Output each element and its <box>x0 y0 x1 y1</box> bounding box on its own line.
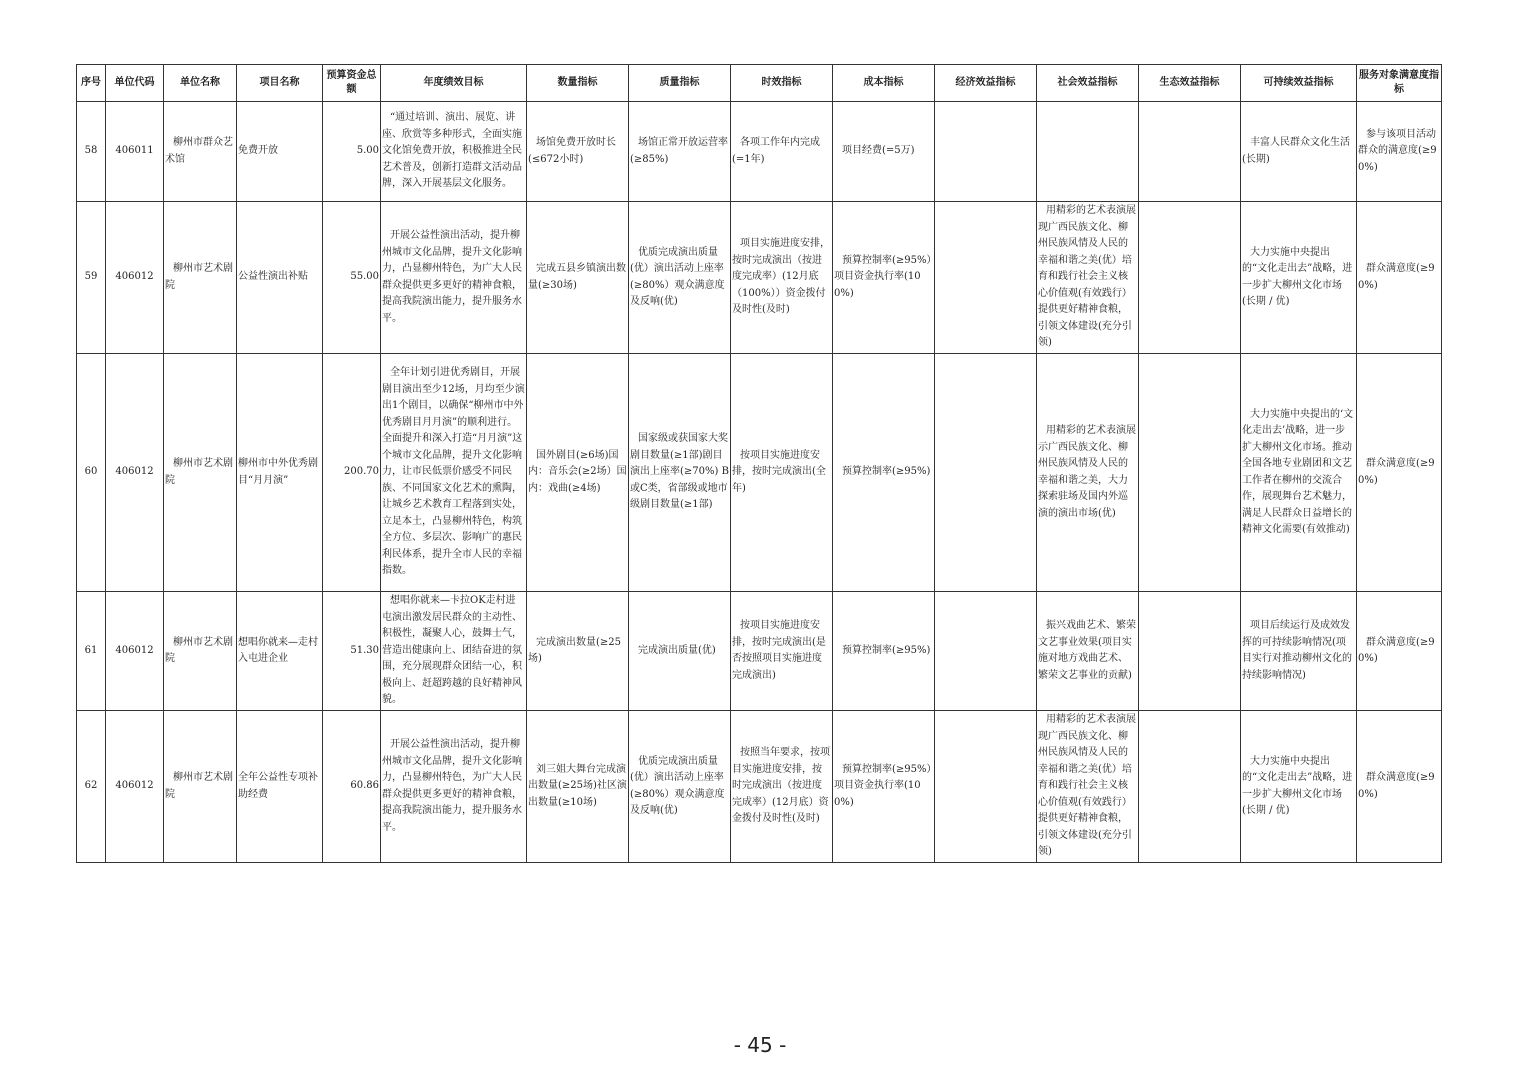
cell-social <box>1037 102 1139 202</box>
header-unit: 单位名称 <box>164 65 237 102</box>
cell-seq: 59 <box>77 202 106 354</box>
header-project: 项目名称 <box>237 65 323 102</box>
page-number: - 45 - <box>733 1033 787 1057</box>
cell-economic <box>935 354 1037 592</box>
header-seq: 序号 <box>77 65 106 102</box>
cell-economic <box>935 102 1037 202</box>
table-row <box>77 592 1442 711</box>
cell-budget: 5.00 <box>323 102 381 202</box>
cell-project: 免费开放 <box>237 102 323 202</box>
cell-quality: 优质完成演出质量(优）演出活动上座率(≥80%）观众满意度及反响(优) <box>629 711 731 863</box>
cell-timeliness: 按照当年要求，按项目实施进度安排，按时完成演出（按进度完成率）(12月底）资金拨付及时性(及时) <box>731 711 833 863</box>
cell-budget: 51.30 <box>323 592 381 711</box>
cell-seq: 61 <box>77 592 106 711</box>
cell-seq: 62 <box>77 711 106 863</box>
cell-satisfaction: 群众满意度(≥90%) <box>1357 592 1442 711</box>
cell-quantity: 国外剧目(≥6场)国内：音乐会(≥2场）国内：戏曲(≥4场) <box>527 354 629 592</box>
cell-sustainable: 丰富人民群众文化生活(长期) <box>1241 102 1357 202</box>
cell-goal: 全年计划引进优秀剧目，开展剧目演出至少12场，月均至少演出1个剧目，以确保“柳州市中外优秀剧目月月演”的顺利进行。全面提升和深入打造“月月演”这个城市文化品牌，提升文化影响力，让市民低票价感受不同民族、不同国家文化艺术的熏陶，让城乡艺术教育工程落到实处，立足本土，凸显柳州特色，构筑全方位、多层次、影响广的惠民利民体系，提升全市人民的幸福指数。 <box>381 354 527 592</box>
cell-code: 406012 <box>106 592 164 711</box>
cell-cost: 预算控制率(≥95%) <box>833 354 935 592</box>
cell-timeliness: 按项目实施进度安排，按时完成演出(全年) <box>731 354 833 592</box>
performance-table <box>76 64 1442 863</box>
cell-ecological <box>1139 202 1241 354</box>
cell-satisfaction: 群众满意度(≥90%) <box>1357 354 1442 592</box>
header-quantity: 数量指标 <box>527 65 629 102</box>
cell-budget: 60.86 <box>323 711 381 863</box>
cell-sustainable: 大力实施中央提出的‘文化走出去’战略，进一步扩大柳州文化市场。推动全国各地专业剧团和文艺工作者在柳州的交流合作，展现舞台艺术魅力，满足人民群众日益增长的精神文化需要(有效推动) <box>1241 354 1357 592</box>
cell-timeliness: 项目实施进度安排，按时完成演出（按进度完成率）(12月底（100%））资金拨付及时性(及时) <box>731 202 833 354</box>
cell-code: 406012 <box>106 354 164 592</box>
cell-satisfaction: 群众满意度(≥90%) <box>1357 711 1442 863</box>
header-timeliness: 时效指标 <box>731 65 833 102</box>
cell-social: 用精彩的艺术表演展现广西民族文化、柳州民族风情及人民的幸福和谐之美(优）培育和践行社会主义核心价值观(有效践行）提供更好精神食粮，引领文体建设(充分引领) <box>1037 202 1139 354</box>
header-code: 单位代码 <box>106 65 164 102</box>
cell-timeliness: 按项目实施进度安排，按时完成演出(是否按照项目实施进度完成演出) <box>731 592 833 711</box>
cell-seq: 58 <box>77 102 106 202</box>
header-budget: 预算资金总额 <box>323 65 381 102</box>
cell-ecological <box>1139 102 1241 202</box>
cell-cost: 预算控制率(≥95%) <box>833 592 935 711</box>
cell-seq: 60 <box>77 354 106 592</box>
cell-satisfaction: 群众满意度(≥90%) <box>1357 202 1442 354</box>
cell-economic <box>935 202 1037 354</box>
header-social: 社会效益指标 <box>1037 65 1139 102</box>
table-row <box>77 102 1442 202</box>
cell-goal: 开展公益性演出活动，提升柳州城市文化品牌，提升文化影响力，凸显柳州特色，为广大人民群众提供更多更好的精神食粮，提高我院演出能力，提升服务水平。 <box>381 711 527 863</box>
cell-unit: 柳州市艺术剧院 <box>164 711 237 863</box>
cell-ecological <box>1139 711 1241 863</box>
header-cost: 成本指标 <box>833 65 935 102</box>
cell-ecological <box>1139 592 1241 711</box>
cell-cost: 预算控制率(≥95%）项目资金执行率(100%) <box>833 711 935 863</box>
cell-project: 柳州市中外优秀剧目“月月演” <box>237 354 323 592</box>
cell-sustainable: 大力实施中央提出的“文化走出去”战略，进一步扩大柳州文化市场(长期 / 优) <box>1241 711 1357 863</box>
cell-project: 公益性演出补贴 <box>237 202 323 354</box>
cell-project: 全年公益性专项补助经费 <box>237 711 323 863</box>
cell-sustainable: 项目后续运行及成效发挥的可持续影响情况(项目实行对推动柳州文化的持续影响情况) <box>1241 592 1357 711</box>
cell-cost: 预算控制率(≥95%）项目资金执行率(100%) <box>833 202 935 354</box>
header-satisfaction: 服务对象满意度指标 <box>1357 65 1442 102</box>
cell-quantity: 完成五县乡镇演出数量(≥30场) <box>527 202 629 354</box>
header-quality: 质量指标 <box>629 65 731 102</box>
cell-budget: 55.00 <box>323 202 381 354</box>
cell-social: 振兴戏曲艺术、繁荣文艺事业效果(项目实施对地方戏曲艺术、繁荣文艺事业的贡献) <box>1037 592 1139 711</box>
cell-unit: 柳州市艺术剧院 <box>164 202 237 354</box>
header-goal: 年度绩效目标 <box>381 65 527 102</box>
header-row <box>77 65 1442 102</box>
table-row <box>77 202 1442 354</box>
header-economic: 经济效益指标 <box>935 65 1037 102</box>
cell-economic <box>935 711 1037 863</box>
header-ecological: 生态效益指标 <box>1139 65 1241 102</box>
cell-budget: 200.70 <box>323 354 381 592</box>
table-row <box>77 711 1442 863</box>
cell-economic <box>935 592 1037 711</box>
cell-ecological <box>1139 354 1241 592</box>
cell-unit: 柳州市艺术剧院 <box>164 592 237 711</box>
table-row <box>77 354 1442 592</box>
cell-quality: 国家级或获国家大奖剧目数量(≥1部)剧目演出上座率(≥70%) B或C类，省部级或地市级剧目数量(≥1部) <box>629 354 731 592</box>
cell-goal: “通过培训、演出、展览、讲座、欣赏等多种形式，全面实施文化馆免费开放，积极推进全民艺术普及，创新打造群文活动品牌，深入开展基层文化服务。 <box>381 102 527 202</box>
cell-social: 用精彩的艺术表演展现广西民族文化、柳州民族风情及人民的幸福和谐之美(优）培育和践行社会主义核心价值观(有效践行）提供更好精神食粮，引领文体建设(充分引领) <box>1037 711 1139 863</box>
cell-quantity: 场馆免费开放时长(≤672小时) <box>527 102 629 202</box>
cell-unit: 柳州市艺术剧院 <box>164 354 237 592</box>
cell-quality: 场馆正常开放运营率(≥85%) <box>629 102 731 202</box>
cell-quality: 优质完成演出质量(优）演出活动上座率(≥80%）观众满意度及反响(优) <box>629 202 731 354</box>
cell-satisfaction: 参与该项目活动群众的满意度(≥90%) <box>1357 102 1442 202</box>
cell-code: 406012 <box>106 202 164 354</box>
cell-cost: 项目经费(=5万) <box>833 102 935 202</box>
cell-code: 406012 <box>106 711 164 863</box>
cell-unit: 柳州市群众艺术馆 <box>164 102 237 202</box>
cell-goal: 想唱你就来—卡拉OK走村进屯演出激发居民群众的主动性、积极性，凝聚人心，鼓舞士气，营造出健康向上、团结奋进的氛围，充分展现群众团结一心，积极向上、赶超跨越的良好精神风貌。 <box>381 592 527 711</box>
cell-code: 406011 <box>106 102 164 202</box>
cell-sustainable: 大力实施中央提出的“文化走出去”战略，进一步扩大柳州文化市场(长期 / 优) <box>1241 202 1357 354</box>
cell-quality: 完成演出质量(优) <box>629 592 731 711</box>
cell-social: 用精彩的艺术表演展示广西民族文化、柳州民族风情及人民的幸福和谐之美，大力探索驻场及国内外巡演的演出市场(优) <box>1037 354 1139 592</box>
cell-quantity: 刘三姐大舞台完成演出数量(≥25场)社区演出数量(≥10场) <box>527 711 629 863</box>
cell-quantity: 完成演出数量(≥25场) <box>527 592 629 711</box>
header-sustainable: 可持续效益指标 <box>1241 65 1357 102</box>
cell-project: 想唱你就来—走村入屯进企业 <box>237 592 323 711</box>
cell-timeliness: 各项工作年内完成(=1年) <box>731 102 833 202</box>
cell-goal: 开展公益性演出活动，提升柳州城市文化品牌，提升文化影响力，凸显柳州特色，为广大人民群众提供更多更好的精神食粮，提高我院演出能力，提升服务水平。 <box>381 202 527 354</box>
